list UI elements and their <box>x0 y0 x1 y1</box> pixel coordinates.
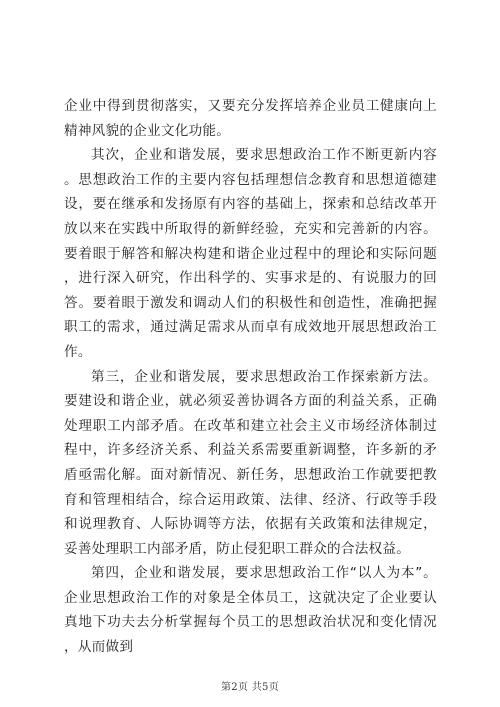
paragraph-continuation: 企业中得到贯彻落实，又要充分发挥培养企业员工健康向上精神风貌的企业文化功能。 <box>64 98 437 139</box>
page-number-footer: 第2页 共5页 <box>220 682 279 693</box>
paragraph-content-update: 其次，企业和谐发展，要求思想政治工作不断更新内容。思想政治工作的主要内容包括理想信念教育和思想道德建设，要在继承和发扬原有内容的基础上，探索和总结改革开放以来在实践中所取得的新鲜经验，充实和完善新的内容。要着眼于解答和解决构建和谐企业过程中的理论和实际问题，进行深入研究，作出科学的、实事求是的、有说服力的回答。要着眼于激发和调动人们的积极性和创造性，准确把握职工的需求，通过满足需求从而卓有成效地开展思想政治工作。 <box>64 147 437 360</box>
paragraph-new-methods: 第三，企业和谐发展，要求思想政治工作探索新方法。要建设和谐企业，就必须妥善协调各方面的利益关系，正确处理职工内部矛盾。在改革和建立社会主义市场经济体制过程中，许多经济关系、利益关系需要重新调整，许多新的矛盾亟需化解。面对新情况、新任务，思想政治工作就要把教育和管理相结合，综合运用政策、法律、经济、行政等手段和说理教育、人际协调等方法，依据有关政策和法律规定，妥善处理职工内部矛盾，防止侵犯职工群众的合法权益。 <box>64 368 437 557</box>
paragraph-people-oriented: 第四，企业和谐发展，要求思想政治工作“以人为本”。企业思想政治工作的对象是全体员工，这就决定了企业要认真地下功夫去分析掌握每个员工的思想政治状况和变化情况，从而做到 <box>64 565 437 656</box>
document-body <box>64 94 437 660</box>
